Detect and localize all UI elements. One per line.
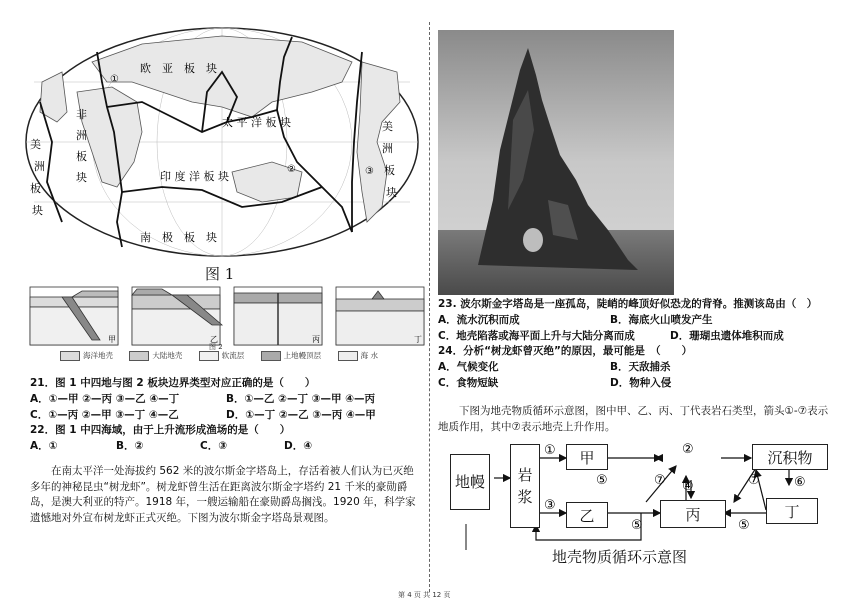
rock-cycle-diagram — [446, 440, 842, 570]
q22-option-b: B．② — [116, 440, 144, 452]
column-divider — [429, 22, 430, 592]
figure2-caption: 图 2 — [209, 343, 223, 351]
svg-text:洲: 洲 — [34, 160, 45, 173]
plate-label-antarctic: 南 极 板 块 — [140, 231, 217, 244]
q24-option-d: D．物种入侵 — [610, 377, 672, 389]
q22-stem: 22．图 1 中四海域，由于上升流形成渔场的是（ ） — [30, 424, 291, 436]
plate-label-pacific: 太 平 洋 板 块 — [222, 116, 291, 129]
section-label-jia: 甲 — [108, 335, 116, 344]
section-label-yi: 乙 — [210, 335, 218, 344]
box-mantle: 地幔 — [450, 454, 490, 510]
boundary-sections — [22, 285, 426, 349]
q21-option-b: B．①—乙 ②—丁 ③—甲 ④—丙 — [226, 393, 376, 405]
svg-text:非: 非 — [76, 108, 87, 121]
box-bing: 丙 — [660, 500, 726, 528]
num-6: ⑥ — [794, 475, 806, 490]
q23-option-b: B．海底火山喷发产生 — [610, 314, 713, 326]
q22-option-c: C．③ — [200, 440, 228, 452]
box-ding: 丁 — [766, 498, 818, 524]
num-5a: ⑤ — [596, 473, 608, 488]
q24-stem: 24．分析“树龙虾曾灭绝”的原因，最可能是 （ ） — [438, 345, 693, 357]
cycle-caption: 地壳物质循环示意图 — [552, 548, 688, 566]
q22-option-d: D．④ — [284, 440, 313, 452]
box-magma: 岩浆 — [510, 444, 540, 528]
q23-stem: 23. 波尔斯金字塔岛是一座孤岛，陡峭的峰顶好似恐龙的背脊。推测该岛由（ ） — [438, 298, 818, 310]
svg-text:块: 块 — [32, 204, 43, 217]
figure1-title: 图 1 — [205, 265, 235, 283]
q21-stem: 21．图 1 中四地与图 2 板块边界类型对应正确的是（ ） — [30, 377, 316, 389]
svg-text:洲: 洲 — [382, 142, 393, 155]
sections-legend: 海洋地壳 大陆地壳 软流层 上地幔顶层 海 水 — [60, 350, 378, 361]
box-yi: 乙 — [566, 502, 608, 528]
section-bing — [234, 287, 322, 345]
q21-option-d: D．①—丁 ②—乙 ③—丙 ④—甲 — [226, 409, 376, 421]
plate-label-indo: 印 度 洋 板 块 — [160, 170, 229, 183]
num-2: ② — [682, 442, 694, 457]
passage: 在南太平洋一处海拔约 562 米的波尔斯金字塔岛上，存活着被人们认为已灭绝多年的神秘昆虫“树龙虾”。树龙虾曾生活在距离波尔斯金字塔约 21 千米的豪勋爵岛，是澳大利亚的特产。1918 年，一艘运输船在豪勋爵岛搁浅。1920 年，科学家遗憾地对外宣布树龙虾正式灭绝。下图为波尔斯金字塔岛景观图。 — [30, 465, 416, 524]
marker-2: ② — [287, 164, 296, 175]
section-label-bing: 丙 — [312, 335, 320, 344]
num-1: ① — [544, 443, 556, 458]
q22-option-a: A．① — [30, 440, 58, 452]
q24-option-a: A．气候变化 — [438, 361, 499, 373]
box-sediment: 沉积物 — [752, 444, 828, 470]
marker-1: ① — [110, 74, 119, 85]
marker-3: ③ — [365, 166, 374, 177]
page-footer: 第 4 页 共 12 页 — [398, 591, 451, 599]
section-label-ding: 丁 — [414, 335, 422, 344]
q24-option-c: C．食物短缺 — [438, 377, 499, 389]
q23-option-d: D．珊瑚虫遗体堆积而成 — [670, 330, 784, 342]
q21-option-a: A．①—甲 ②—丙 ③—乙 ④—丁 — [30, 393, 180, 405]
num-5b: ⑤ — [631, 518, 643, 533]
num-7b: ⑦ — [748, 473, 760, 488]
section-jia — [30, 287, 118, 345]
num-3: ③ — [544, 498, 556, 513]
plate-map — [22, 22, 422, 262]
q21-option-c: C．①—丙 ②—甲 ③—丁 ④—乙 — [30, 409, 179, 421]
section-ding — [336, 287, 424, 345]
q23-option-c: C．地壳陷落或海平面上升与大陆分离而成 — [438, 330, 635, 342]
box-jia: 甲 — [566, 444, 608, 470]
svg-text:洲: 洲 — [76, 129, 87, 142]
num-4: ④ — [682, 479, 694, 494]
island-photo — [438, 30, 674, 295]
plate-label-eurasia: 欧 亚 板 块 — [140, 62, 217, 75]
q24-option-b: B．天敌捕杀 — [610, 361, 671, 373]
svg-text:块: 块 — [386, 186, 397, 199]
cycle-intro: 下图为地壳物质循环示意图，图中甲、乙、丙、丁代表岩石类型，箭头①-⑦表示地质作用，其中⑦表示地壳上升作用。 — [438, 405, 829, 433]
svg-text:块: 块 — [76, 171, 87, 184]
num-5c: ⑤ — [738, 518, 750, 533]
svg-text:板: 板 — [384, 164, 395, 177]
svg-text:美: 美 — [30, 138, 41, 151]
q23-option-a: A．流水沉积而成 — [438, 314, 520, 326]
svg-text:美: 美 — [382, 120, 393, 133]
svg-text:板: 板 — [76, 150, 87, 163]
section-yi — [132, 287, 222, 345]
num-7a: ⑦ — [654, 473, 666, 488]
svg-text:板: 板 — [30, 182, 41, 195]
